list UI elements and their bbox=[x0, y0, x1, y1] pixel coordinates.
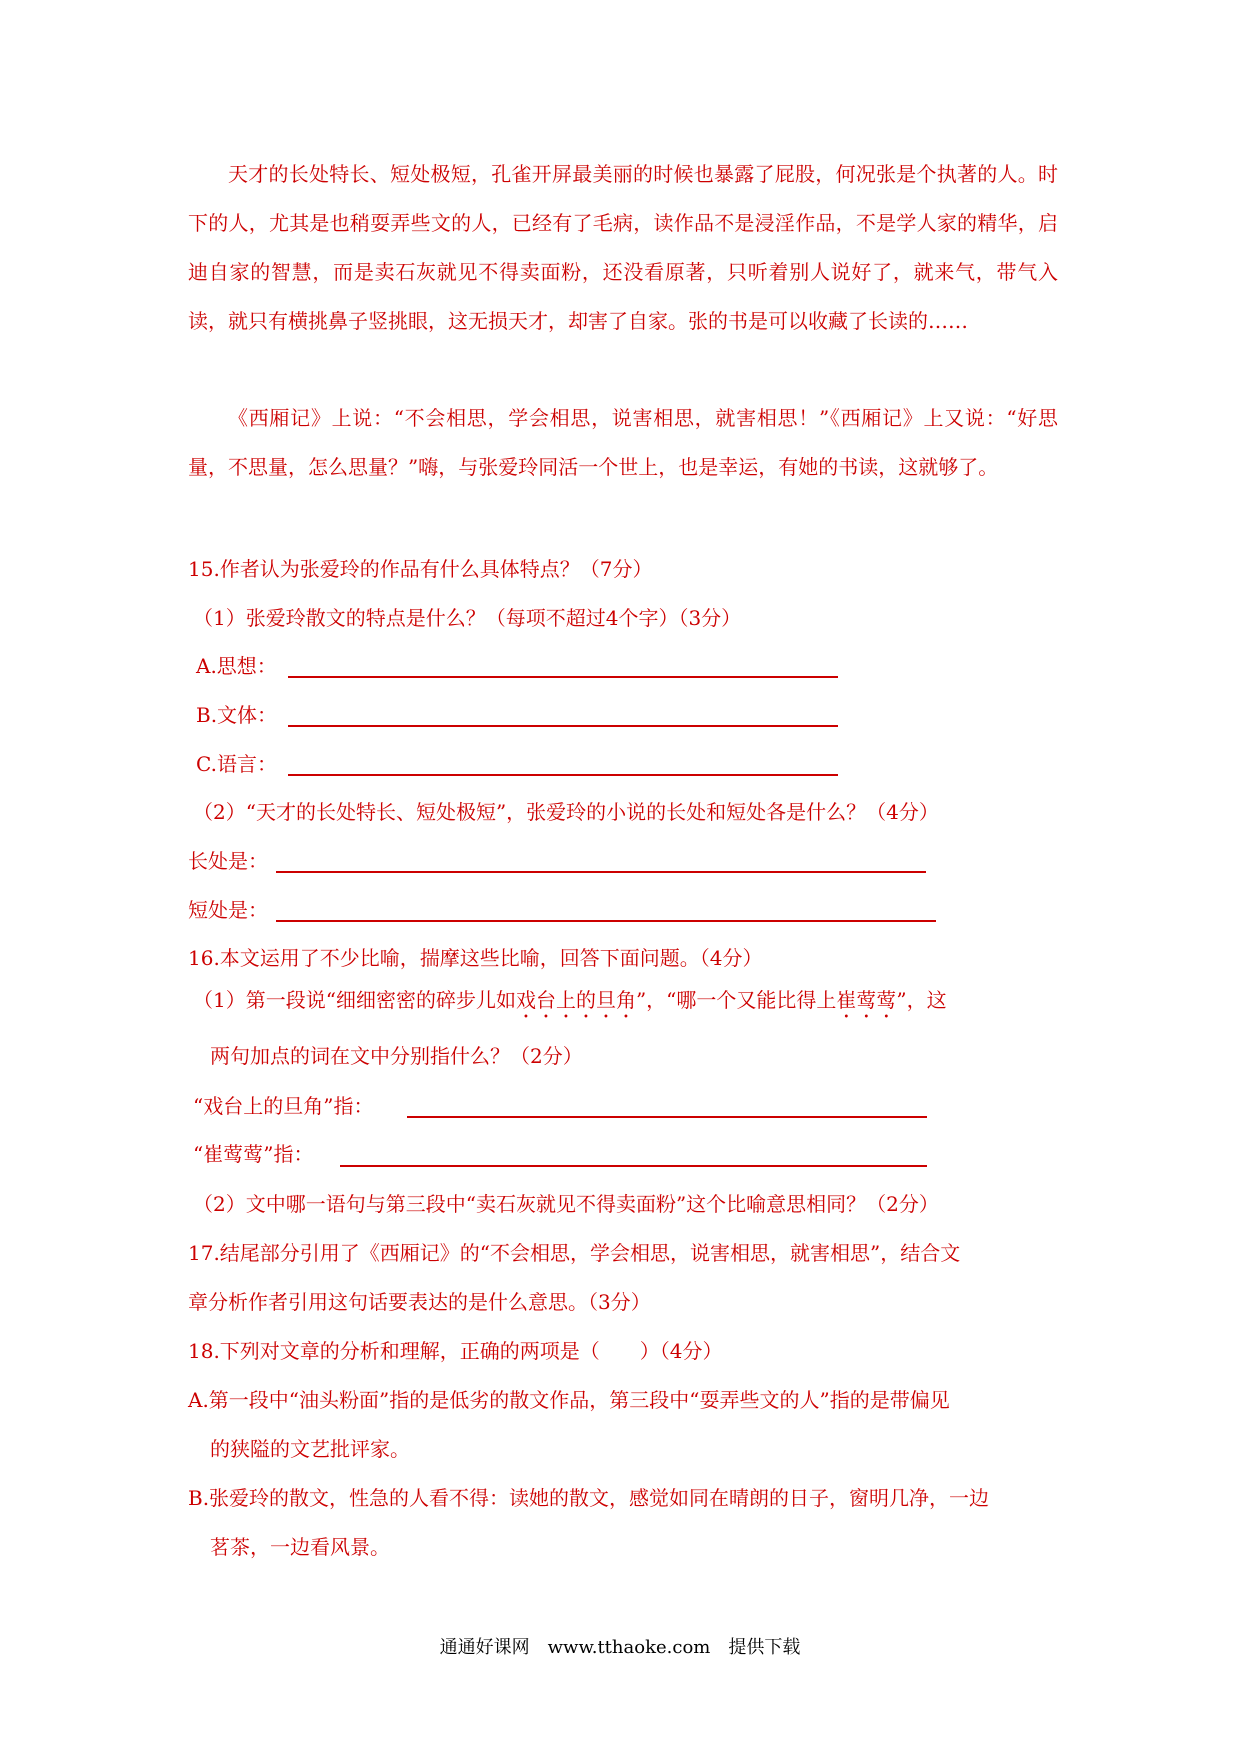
q16-sub1-text-c: ”，这 bbox=[896, 988, 947, 1012]
answer-line bbox=[288, 774, 838, 776]
q18-option-a-line1: A.第一段中“油头粉面”指的是低劣的散文作品，第三段中“耍弄些文的人”指的是带偏见 bbox=[188, 1388, 950, 1412]
q15-weakness-label: 短处是： bbox=[188, 898, 268, 922]
question-18-title: 18.下列对文章的分析和理解，正确的两项是（ ）（4分） bbox=[188, 1339, 723, 1363]
q18-option-b-line2: 茗茶，一边看风景。 bbox=[210, 1535, 390, 1559]
q15-item-c-label: C.语言： bbox=[196, 752, 277, 776]
question-15-title: 15.作者认为张爱玲的作品有什么具体特点？（7分） bbox=[188, 557, 653, 581]
answer-line bbox=[407, 1116, 927, 1118]
q16-answer-2-label: “崔莺莺”指： bbox=[193, 1142, 314, 1166]
answer-line bbox=[276, 871, 926, 873]
emphasized-term-dan-role: 戏台上的旦角 bbox=[515, 988, 636, 1012]
question-15-sub1: （1）张爱玲散文的特点是什么？（每项不超过4个字）（3分） bbox=[193, 606, 742, 630]
question-16-sub1-line2: 两句加点的词在文中分别指什么？（2分） bbox=[210, 1044, 583, 1068]
q16-answer-1-label: “戏台上的旦角”指： bbox=[193, 1094, 374, 1118]
q18-option-b-line1: B.张爱玲的散文，性急的人看不得：读她的散文，感觉如同在晴朗的日子，窗明几净，一边 bbox=[188, 1486, 990, 1510]
passage-paragraph-1: 天才的长处特长、短处极短，孔雀开屏最美丽的时候也暴露了屁股，何况张是个执著的人。时下的人，尤其是也稍耍弄些文的人，已经有了毛病，读作品不是浸淫作品，不是学人家的精华，启迪自家的智慧，而是卖石灰就见不得卖面粉，还没看原著，只听着别人说好了，就来气，带气入读，就只有横挑鼻子竖挑眼，这无损天才，却害了自家。张的书是可以收藏了长读的…… bbox=[188, 162, 1058, 333]
q16-sub1-text-a: （1）第一段说“细细密密的碎步儿如 bbox=[193, 988, 516, 1012]
q15-item-b-label: B.文体： bbox=[196, 703, 278, 727]
passage-paragraph-2: 《西厢记》上说：“不会相思，学会相思，说害相思，就害相思！”《西厢记》上又说：“好思量，不思量，怎么思量？”嗨，与张爱玲同活一个世上，也是幸运，有她的书读，这就够了。 bbox=[188, 406, 1058, 479]
q16-sub1-text-b: ”，“哪一个又能比得上 bbox=[635, 988, 837, 1012]
q15-strength-label: 长处是： bbox=[188, 849, 268, 873]
question-15-sub2: （2）“天才的长处特长、短处极短”，张爱玲的小说的长处和短处各是什么？（4分） bbox=[193, 800, 939, 824]
question-16-title: 16.本文运用了不少比喻，揣摩这些比喻，回答下面问题。（4分） bbox=[188, 946, 763, 970]
emphasized-term-cui-yingying: 崔莺莺 bbox=[836, 988, 897, 1012]
page-footer: 通通好课网 www.tthaoke.com 提供下载 bbox=[439, 1637, 801, 1658]
question-16-sub2: （2）文中哪一语句与第三段中“卖石灰就见不得卖面粉”这个比喻意思相同？（2分） bbox=[193, 1192, 939, 1216]
answer-line bbox=[340, 1165, 927, 1167]
question-16-sub1-line1 bbox=[193, 986, 947, 1023]
question-17-line2: 章分析作者引用这句话要表达的是什么意思。（3分） bbox=[188, 1290, 651, 1314]
q15-item-a-label: A.思想： bbox=[196, 654, 277, 678]
answer-line bbox=[288, 725, 838, 727]
answer-line bbox=[276, 920, 936, 922]
question-17-line1: 17.结尾部分引用了《西厢记》的“不会相思，学会相思，说害相思，就害相思”，结合文 bbox=[188, 1241, 961, 1265]
answer-line bbox=[288, 676, 838, 678]
q18-option-a-line2: 的狭隘的文艺批评家。 bbox=[210, 1437, 410, 1461]
